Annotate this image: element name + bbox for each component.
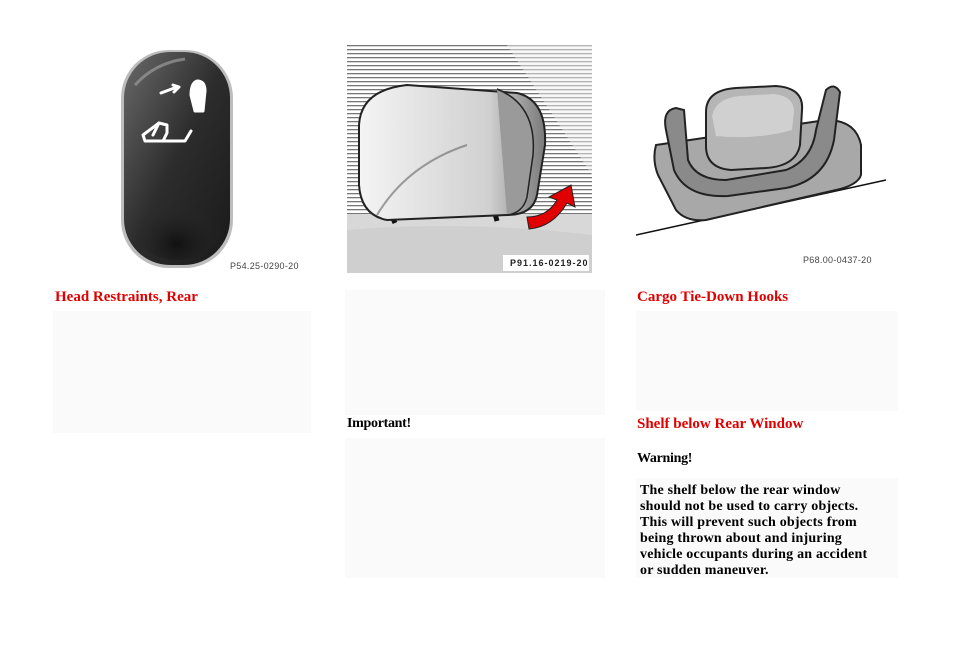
figure-reference: P91.16-0219-20 [510,258,589,268]
column-2-text-area [345,290,605,415]
warning-label: Warning! [637,451,693,466]
head-restraints-heading: Head Restraints, Rear [55,289,198,305]
figure-reference: P54.25-0290-20 [230,261,299,271]
shelf-heading: Shelf below Rear Window [637,416,804,432]
headrest-illustration [347,45,592,273]
head-restraint-fold-figure [347,45,592,273]
seat-switch-illustration [55,45,310,275]
important-text-area [345,438,605,578]
tie-down-hook-figure [636,50,898,275]
cargo-hooks-text-area [636,311,898,411]
figure-reference: P68.00-0437-20 [803,255,872,265]
head-restraint-switch-figure [55,45,310,275]
cargo-hooks-heading: Cargo Tie-Down Hooks [637,289,789,305]
important-label: Important! [347,416,411,431]
warning-text: The shelf below the rear window should not be used to carry objects. This will prevent such objects from being thrown about and injuring vehicle occupants during an accident or sudden maneuver. [640,483,868,578]
head-restraints-text-area [53,311,311,433]
hook-illustration [636,50,898,275]
warning-box [636,478,898,578]
